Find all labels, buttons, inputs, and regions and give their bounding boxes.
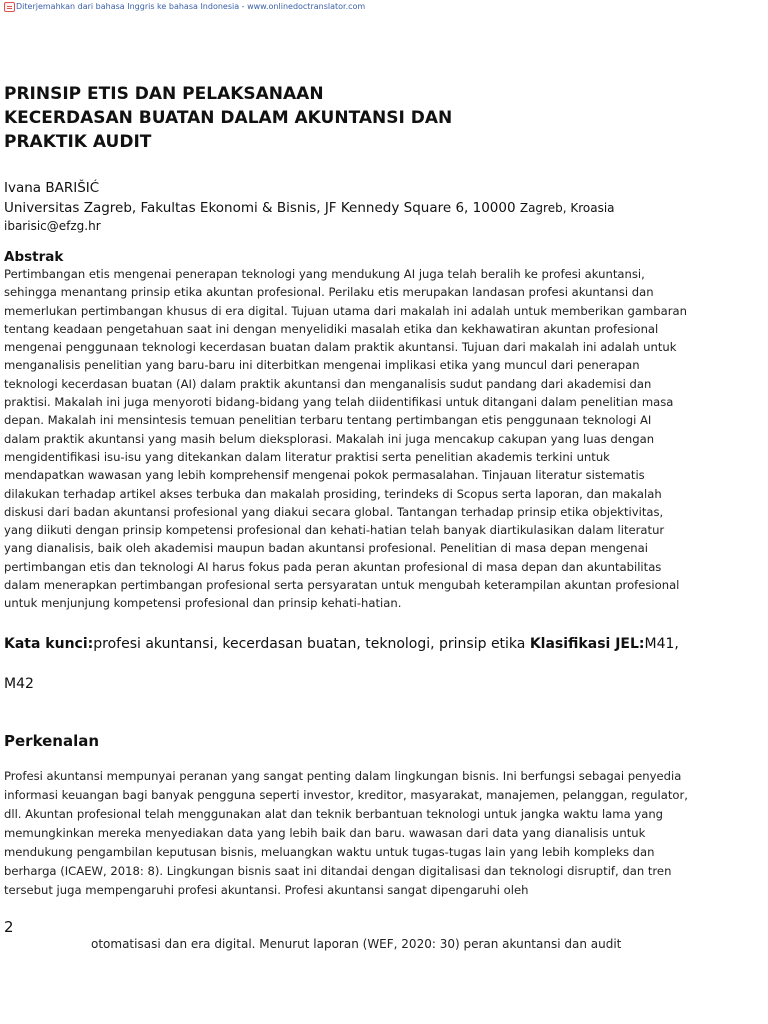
jel-label: Klasifikasi JEL: (529, 636, 645, 652)
author-name: Ivana BARIŠIĆ (4, 180, 100, 196)
introduction-heading: Perkenalan (4, 732, 100, 750)
abstract-line: depan. Makalah ini mensintesis temuan penelitian terbaru tentang pertimbangan etis penggunaan teknologi AI (4, 413, 652, 428)
introduction-body (4, 767, 704, 900)
abstract-line: tentang keadaan pengetahuan saat ini dengan menyelidiki masalah etika dan kekhawatiran akuntan profesional (4, 321, 659, 336)
jel-codes: M41, (644, 636, 679, 652)
translation-banner (4, 1, 365, 13)
intro-line: mendukung pengambilan keputusan bisnis, meluangkan waktu untuk tugas-tugas lain yang lebih kompleks dan (4, 845, 655, 859)
abstract-line: teknologi kecerdasan buatan (AI) dalam praktik akuntansi dan menganalisis sudut pandang dari akademisi dan (4, 376, 652, 391)
keywords-label: Kata kunci: (4, 636, 94, 652)
affiliation-city: Zagreb, Kroasia (519, 201, 615, 215)
abstract-line: praktisi. Makalah ini juga menyoroti bidang-bidang yang telah diidentifikasi untuk ditangani dalam penelitian masa (4, 395, 674, 410)
abstract-line: memerlukan pertimbangan khusus di era digital. Tujuan utama dari makalah ini adalah untuk memberikan gambaran (4, 303, 687, 318)
abstract-line: yang diikuti dengan prinsip kompetensi profesional dan kehati-hatian telah banyak diartikulasikan dalam literatur (4, 523, 665, 538)
author-block (4, 178, 744, 235)
abstract-line: dilakukan terhadap artikel akses terbuka dan makalah prosiding, terindeks di Scopus serta laporan, dan makalah (4, 486, 662, 501)
intro-line: Profesi akuntansi mempunyai peranan yang sangat penting dalam lingkungan bisnis. Ini berfungsi sebagai penyedia (4, 769, 682, 783)
paper-title (4, 82, 744, 154)
abstract-line: pertimbangan etis dan teknologi AI harus fokus pada peran akuntan profesional di masa depan dan akuntabilitas (4, 559, 662, 574)
abstract-line: mendapatkan wawasan yang lebih komprehensif mengenai pokok permasalahan. Tinjauan literatur sistematis (4, 468, 645, 483)
abstract-line: untuk menjunjung kompetensi profesional dan prinsip kehati-hatian. (4, 596, 402, 611)
continued-text-line: otomatisasi dan era digital. Menurut laporan (WEF, 2020: 30) peran akuntansi dan audit (91, 937, 622, 951)
intro-line: tersebut juga mempengaruhi profesi akuntansi. Profesi akuntansi sangat dipengaruhi oleh (4, 883, 529, 897)
translation-link[interactable]: Diterjemahkan dari bahasa Inggris ke bahasa Indonesia - www.onlinedoctranslator.com (16, 2, 366, 11)
abstract-line: sehingga menantang prinsip etika akuntan profesional. Perilaku etis merupakan landasan profesi akuntansi dan (4, 285, 654, 300)
page-number: 2 (4, 918, 14, 936)
intro-line: berharga (ICAEW, 2018: 8). Lingkungan bisnis saat ini ditandai dengan digitalisasi dan teknologi disruptif, dan tren (4, 864, 672, 878)
abstract-line: yang dianalisis, baik oleh akademisi maupun badan akuntansi profesional. Penelitian di masa depan mengenai (4, 541, 648, 556)
abstract-line: menganalisis penelitian yang baru-baru ini diterbitkan mengenai implikasi etika yang muncul dari penerapan (4, 358, 640, 373)
document-icon (4, 2, 15, 12)
title-line: PRAKTIK AUDIT (4, 132, 152, 152)
intro-line: dll. Akuntan profesional telah menggunakan alat dan teknik berbantuan teknologi untuk jangka waktu lama yang (4, 807, 664, 821)
title-line: KECERDASAN BUATAN DALAM AKUNTANSI DAN (4, 108, 453, 128)
author-email: ibarisic@efzg.hr (4, 219, 101, 233)
abstract-line: dalam menerapkan pertimbangan profesional serta persyaratan untuk mengubah keterampilan akuntan profesional (4, 578, 680, 593)
keywords-text: profesi akuntansi, kecerdasan buatan, teknologi, prinsip etika (93, 636, 530, 652)
abstract-line: Pertimbangan etis mengenai penerapan teknologi yang mendukung AI juga telah beralih ke profesi akuntansi, (4, 267, 645, 281)
abstract-line: diskusi dari badan akuntansi profesional yang diakui secara global. Tantangan terhadap prinsip etika objektivitas, (4, 504, 664, 519)
keywords-line (4, 634, 679, 654)
abstract-line: mengenai penggunaan teknologi kecerdasan buatan dalam praktik akuntansi. Tujuan dari makalah ini adalah untuk (4, 340, 677, 355)
author-affiliation (4, 198, 744, 218)
intro-line: memungkinkan mereka menyediakan data yang lebih baik dan baru. wawasan dari data yang dianalisis untuk (4, 826, 646, 840)
title-line: PRINSIP ETIS DAN PELAKSANAAN (4, 84, 324, 104)
intro-line: informasi keuangan bagi banyak pengguna seperti investor, kreditor, masyarakat, manajemen, pelanggan, regulator, (4, 788, 688, 802)
abstract-body (4, 265, 704, 613)
affiliation-text: Universitas Zagreb, Fakultas Ekonomi & Bisnis, JF Kennedy Square 6, 10000 (4, 200, 516, 216)
abstract-line: mengidentifikasi isu-isu yang ditekankan dalam literatur praktisi serta penelitian akademis terkini untuk (4, 449, 610, 464)
jel-codes-continued: M42 (4, 676, 34, 692)
abstract-heading: Abstrak (4, 249, 64, 265)
abstract-line: dalam praktik akuntansi yang masih belum dieksplorasi. Makalah ini juga mencakup cakupan yang luas dengan (4, 431, 655, 446)
